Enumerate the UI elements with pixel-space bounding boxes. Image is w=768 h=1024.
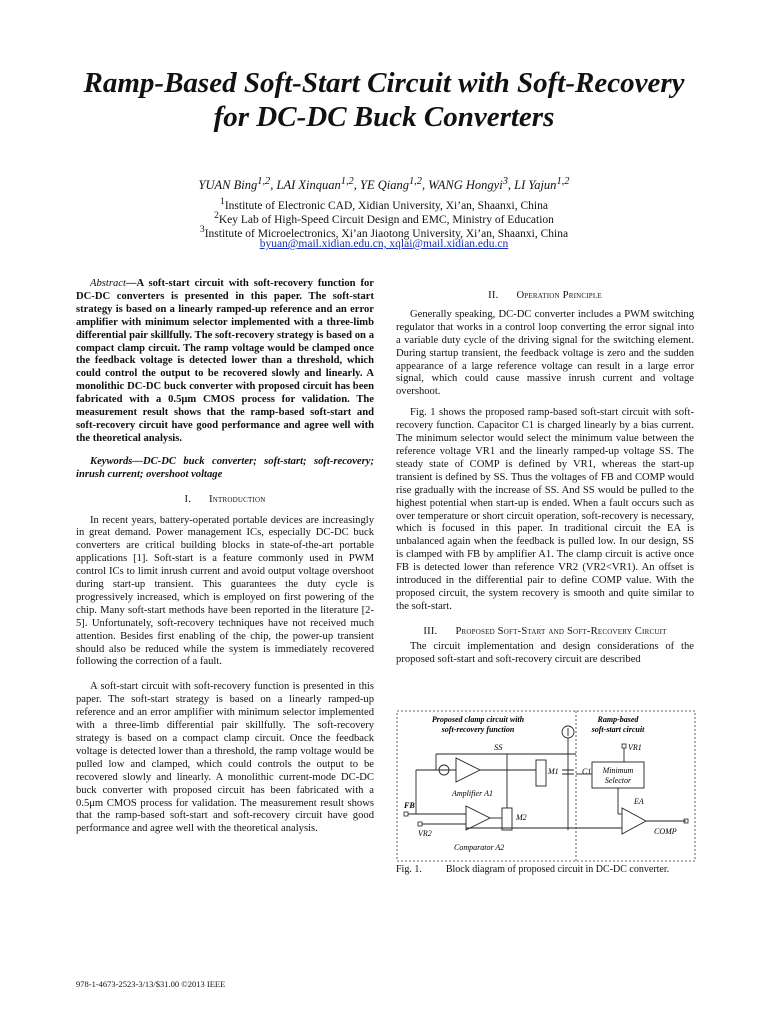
box2-title-2: soft-start circuit [591,725,645,734]
caption-text: Block diagram of proposed circuit in DC-DC converter. [445,864,670,875]
comp-label: COMP [654,827,677,836]
m2-transistor-icon [502,808,512,830]
m2-label: M2 [516,813,527,822]
section-heading-introduction: I. Introduction [184,493,266,505]
min-selector-label-2: Selector [604,776,632,785]
box1-title-2: soft-recovery function [441,725,515,734]
error-amplifier-icon [622,808,646,834]
section-heading-proposed: III. Proposed Soft-Start and Soft-Recovery Circuit [423,625,667,637]
operation-paragraph-1: Generally speaking, DC-DC converter includes a PWM switching regulator that works in a control loop converting the error signal into a variable duty cycle of the driving signal for the switching element. During startup transient, the feedback voltage is zero and the sudden appearance of a large reference voltage can result in a large error signal, which could cause massive inrush current and voltage overshoot. [396,308,694,398]
fb-label: FB [404,801,415,810]
box2-title-1: Ramp-based [597,715,639,724]
affiliation-3: $^3$Institute of Microelectronics, Xi’an Jiaotong University, Xi’an, Shaanxi, China [199,224,569,240]
ss-label: SS [494,742,503,752]
author: LAI Xinquan$^{1,2}$ [276,176,354,193]
intro-paragraph-2: A soft-start circuit with soft-recovery function is presented in this paper. The soft-start strategy is based on a linearly ramped-up reference and an error amplifier with minimum selector implemented with a three-limb differential pair skillfully. The soft-recovery strategy is based on a compact clamp circuit. Once the feedback voltage is detected lower than a threshold, the ramp voltage would be pulled low and clamped, which could controls the output to be recovered slowly and linearly. A monolithic current-mode DC-DC buck converter with proposed circuit has been fabricated with a 0.5μm CMOS process for validation. The measurement result shows that the ramp-based soft-start and soft-recovery circuit have good performance and agree well with the theoretical analysis. [76,681,374,835]
m1-label: M1 [548,767,559,776]
figure-caption [396,864,696,875]
comparator-a2-icon [466,806,490,830]
operation-paragraph-2: Fig. 1 shows the proposed ramp-based soft-start circuit with soft-recovery function. Capacitor C1 is charged linearly by a bias current. The minimum selector would select the minimum value between the reference voltage VR1 and the linearly ramped-up voltage SS. The steady state of COMP is defined by VR1, whereas the start-up transient is defined by SS. Thus the voltages of FB and COMP would rise gradually with the increase of SS. And SS would be pulled to the highest potential when start-up is ended. When a fault occurs such as over temperature or short circuit operation, soft-recovery is necessary, which is focused in this paper. In traditional circuit the EA is unbalanced again when the feedback is pulled low. In our design, SS is clamped with FB by amplifier A1. The clamp circuit is active once FB is detected lower than reference VR2 (VR2<VR1). An offset is introduced in the differential pair to define COMP value. With the proposed circuit, the system recovery is smooth and quite similar to the soft-start. [396,407,694,612]
amplifier-a1-label: Amplifier A1 [452,789,493,798]
right-column [396,290,694,666]
section-heading-operation: II. Operation Principle [488,290,602,301]
caption-label: Fig. 1. [396,864,422,875]
author-list: YUAN Bing$^{1,2}$, LAI Xinquan$^{1,2}$, YE Qiang$^{1,2}$, WANG Hongyi$^3$, LI Yajun$^{1,2}$ [198,176,570,193]
author: LI Yajun$^{1,2}$ [514,176,570,193]
copyright-footer: 978-1-4673-2523-3/13/$31.00 ©2013 IEEE [76,979,226,989]
left-column [76,278,374,836]
paper-title [40,66,728,134]
section3-paragraph-1: The circuit implementation and design considerations of the proposed soft-start and soft-recovery circuit are described [396,640,694,665]
comparator-a2-label: Comparator A2 [454,843,505,852]
figure-1-block-diagram [396,710,696,862]
c1-label: C1 [582,767,592,776]
vr2-label: VR2 [418,829,432,838]
title-line-1: Ramp-Based Soft-Start Circuit with Soft-Recovery [83,67,685,99]
intro-paragraph-1: In recent years, battery-operated portable devices are increasingly in great demand. Power management ICs, especially DC-DC buck converters are critical building blocks in state-of-the-art portable applications [1]. Soft-start is a feature commonly used in PWM control ICs to limit inrush current and avoid output voltage overshoot during start-up transient. This guarantees the duty cycle is progressively increased, which is employed on first powering of the chip. Many soft-start methods have been reported in the literature [2-5]. Unfortunately, soft-recovery techniques have not received much attention. Besides first enabling of the chip, the power-up transient should also be reduced while the system is immediately recovered following the correction of a fault. [76,514,374,668]
vr1-label: VR1 [628,743,642,752]
m1-transistor-icon [536,760,546,786]
author: YE Qiang$^{1,2}$ [360,176,422,193]
affiliation-1: $^1$Institute of Electronic CAD, Xidian University, Xi’an, Shaanxi, China [220,196,548,212]
box1-title-1: Proposed clamp circuit with [431,715,525,724]
affiliation-2: $^2$Key Lab of High-Speed Circuit Design and EMC, Ministry of Education [214,210,554,226]
circuit-diagram [396,710,696,862]
title-line-2: for DC-DC Buck Converters [213,101,555,133]
author: YUAN Bing$^{1,2}$ [198,176,271,193]
author: WANG Hongyi$^3$ [428,176,508,193]
keywords: Keywords—DC-DC buck converter; soft-start; soft-recovery; inrush current; overshoot voltage [76,455,374,480]
ea-label: EA [634,797,644,806]
abstract: Abstract—A soft-start circuit with soft-recovery function for DC-DC converters is presented in this paper. The soft-start strategy is based on a linearly ramped-up reference and an error amplifier with minimum selector implemented with a three-limb differential pair skillfully. The soft-recovery strategy is based on a compact clamp circuit. The ramp voltage would be clamped once the feedback voltage is detected lower than a threshold, which could control the output to be recovered slowly and linearly. A monolithic DC-DC buck converter with proposed circuit has been fabricated with a 0.5μm CMOS process for validation. The measurement result shows that the ramp-based soft-start and soft-recovery circuit have good performance and agree well with the theoretical analysis. [76,278,374,444]
min-selector-label-1: Minimum [602,766,634,775]
email-line[interactable]: byuan@mail.xidian.edu.cn, xqlai@mail.xidian.edu.cn [259,238,509,250]
amplifier-a1-icon [456,758,480,782]
